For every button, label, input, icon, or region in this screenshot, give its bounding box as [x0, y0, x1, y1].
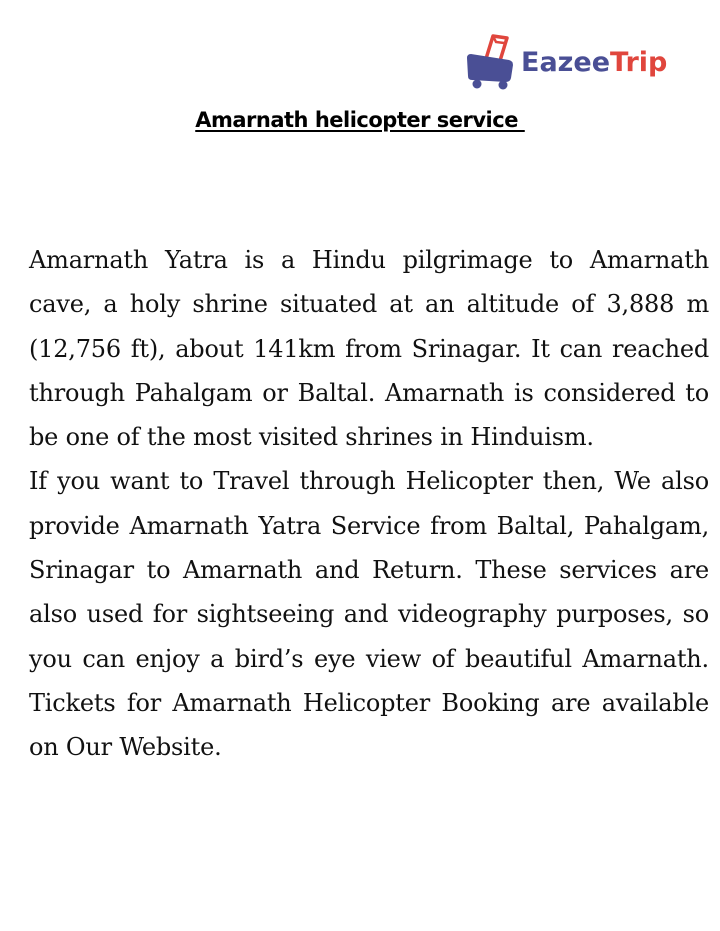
luggage-icon	[463, 32, 519, 92]
brand-name-part1: Eazee	[521, 46, 611, 78]
brand-name-part2: Trip	[610, 46, 668, 78]
paragraph-service: If you want to Travel through Helicopter then, We also provide Amarnath Yatra Service from Baltal, Pahalgam, Srinagar to Amarnath and Return. These services are also used for sightseeing and videography purposes, so you can enjoy a bird’s eye view of beautiful Amarnath. Tickets for Amarnath Helicopter Booking are available on Our Website.	[29, 467, 709, 762]
page-title-text: Amarnath helicopter service	[195, 108, 525, 132]
eazeetrip-logo	[463, 30, 688, 94]
page-title	[0, 108, 720, 132]
brand-name	[521, 46, 668, 78]
paragraph-intro: Amarnath Yatra is a Hindu pilgrimage to Amarnath cave, a holy shrine situated at an altitude of 3,888 m (12,756 ft), about 141km from Srinagar. It can reached through Pahalgam or Baltal. Amarnath is considered to be one of the most visited shrines in Hinduism.	[29, 246, 709, 452]
article-body	[29, 238, 709, 770]
